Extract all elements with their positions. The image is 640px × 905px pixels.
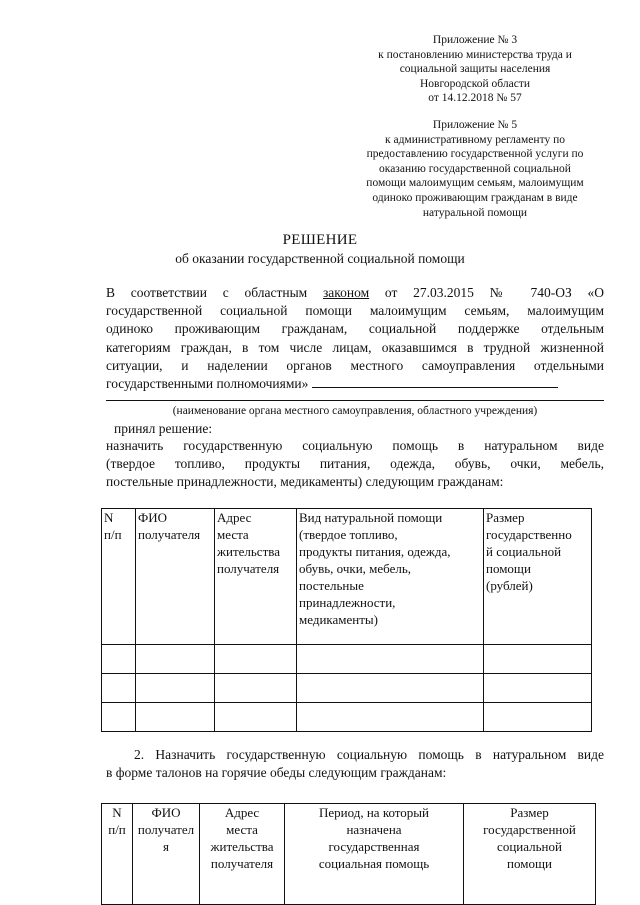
paragraph-line: (твердое топливо, продукты питания, одежда, обувь, очки, мебель, (106, 456, 604, 472)
header-line: государственная (328, 839, 420, 854)
table-cell[interactable] (297, 645, 484, 674)
table-cell[interactable] (215, 674, 297, 703)
document-subtitle: об оказании государственной социальной помощи (175, 251, 465, 266)
table-cell[interactable] (297, 674, 484, 703)
organ-name-fill-line[interactable] (312, 375, 558, 388)
header-line: социальной (497, 839, 562, 854)
appendix-line: натуральной помощи (422, 206, 528, 219)
appendix-line: от 14.12.2018 № 57 (428, 92, 522, 105)
header-line: Вид натуральной помощи (299, 510, 443, 525)
appendix-line: помощи малоимущим семьям, малоимущим (366, 177, 584, 190)
header-line: (рублей) (486, 578, 533, 593)
header-line: получателя (210, 856, 274, 871)
header-line: обувь, очки, мебель, (299, 561, 412, 576)
header-cell-period (285, 804, 464, 905)
paragraph-line: государственной социальной помощи малоимущим семьям, малоимущим (106, 303, 604, 319)
paragraph-text: В соответствии с областным (106, 285, 308, 300)
document-title: РЕШЕНИЕ (282, 232, 358, 248)
organ-name-caption: (наименование органа местного самоуправления, областного учреждения) (172, 405, 538, 417)
in-kind-aid-table (101, 508, 592, 732)
appendix-line: оказанию государственной социальной (379, 162, 571, 175)
appendix-line: к административному регламенту по (385, 133, 565, 146)
organ-name-full-line[interactable] (106, 400, 604, 401)
header-line: получателя (138, 527, 201, 542)
header-cell-name (136, 509, 215, 645)
appendix-line: к постановлению министерства труда и (378, 48, 572, 61)
paragraph-line: постельные принадлежности, медикаменты) следующим гражданам: (106, 474, 504, 490)
appendix-line: Приложение № 5 (432, 119, 518, 131)
table-row (102, 645, 592, 674)
header-line: жительства (210, 839, 274, 854)
header-line: Адрес (224, 805, 260, 820)
table-row (102, 703, 592, 732)
header-line: Период, на который (318, 805, 430, 820)
decided-label: принял решение: (114, 421, 213, 436)
header-line: государственно (486, 527, 572, 542)
paragraph-line: в форме талонов на горячие обеды следующим гражданам: (106, 765, 447, 781)
meal-vouchers-table (101, 803, 596, 905)
header-cell-aid-type (297, 509, 484, 645)
table-cell[interactable] (136, 645, 215, 674)
appendix-line: социальной защиты населения (399, 63, 551, 76)
decision-paragraph (106, 437, 604, 492)
header-cell-number (102, 804, 133, 905)
paragraph-line: одиноко проживающим гражданам, социальной поддержке отдельным (106, 321, 604, 337)
table-cell[interactable] (484, 703, 592, 732)
header-line: назначена (346, 822, 402, 837)
header-line: медикаменты) (299, 612, 378, 627)
paragraph-line: 2. Назначить государственную социальную помощь в натуральном виде (134, 747, 604, 762)
header-line: п/п (108, 822, 126, 837)
table-cell[interactable] (484, 674, 592, 703)
header-line: получател (137, 822, 195, 837)
header-line: места (226, 822, 258, 837)
table-cell[interactable] (297, 703, 484, 732)
paragraph-text: государственными полномочиями» (106, 376, 309, 392)
appendix-5-header (345, 118, 605, 220)
paragraph-text: от 27.03.2015 № 740-ОЗ «О (384, 285, 605, 300)
table-header-row (102, 804, 596, 905)
header-line: продукты питания, одежда, (299, 544, 451, 559)
paragraph-line: назначить государственную социальную помощь в натуральном виде (106, 438, 604, 453)
header-cell-address (200, 804, 285, 905)
header-line: Размер (486, 510, 525, 525)
header-cell-number (102, 509, 136, 645)
header-line: места (217, 527, 249, 542)
header-line: помощи (486, 561, 531, 576)
header-cell-amount (464, 804, 596, 905)
table-cell[interactable] (215, 645, 297, 674)
appendix-line: предоставлению государственной услуги по (366, 148, 584, 161)
law-link[interactable]: законом (322, 285, 370, 300)
table-cell[interactable] (136, 703, 215, 732)
header-line: ФИО (138, 510, 168, 525)
header-line: ФИО (151, 805, 181, 820)
meal-vouchers-paragraph (106, 746, 604, 782)
header-line: N (104, 510, 114, 525)
paragraph-line: ситуации, и наделении органов местного самоуправления отдельными (106, 357, 604, 373)
header-line: социальная помощь (318, 856, 430, 871)
header-line: п/п (104, 527, 122, 542)
header-line: Размер (510, 805, 549, 820)
header-cell-amount (484, 509, 592, 645)
header-line: Адрес (217, 510, 252, 525)
header-line: государственной (483, 822, 576, 837)
table-cell[interactable] (102, 674, 136, 703)
appendix-line: Новгородской области (419, 77, 530, 90)
header-line: жительства (217, 544, 280, 559)
header-cell-address (215, 509, 297, 645)
header-line: получателя (217, 561, 280, 576)
header-line: й социальной (486, 544, 562, 559)
header-line: помощи (507, 856, 552, 871)
appendix-line: Приложение № 3 (432, 34, 518, 46)
header-line: N (112, 805, 122, 820)
table-cell[interactable] (136, 674, 215, 703)
table-cell[interactable] (484, 645, 592, 674)
header-line: (твердое топливо, (299, 527, 398, 542)
table-cell[interactable] (102, 703, 136, 732)
header-line: постельные (299, 578, 364, 593)
paragraph-line: категориям граждан, в том числе лицам, оказавшимся в трудной жизненной (106, 339, 604, 355)
table-cell[interactable] (102, 645, 136, 674)
header-line: принадлежности, (299, 595, 396, 610)
table-cell[interactable] (215, 703, 297, 732)
header-line: я (163, 839, 169, 854)
table-row (102, 674, 592, 703)
legal-basis-paragraph (106, 284, 604, 393)
header-cell-name (133, 804, 200, 905)
table-header-row (102, 509, 592, 645)
paragraph-line (106, 375, 604, 393)
paragraph-line (106, 284, 604, 302)
appendix-3-header (345, 33, 605, 106)
appendix-line: одиноко проживающим гражданам в виде (372, 191, 578, 204)
